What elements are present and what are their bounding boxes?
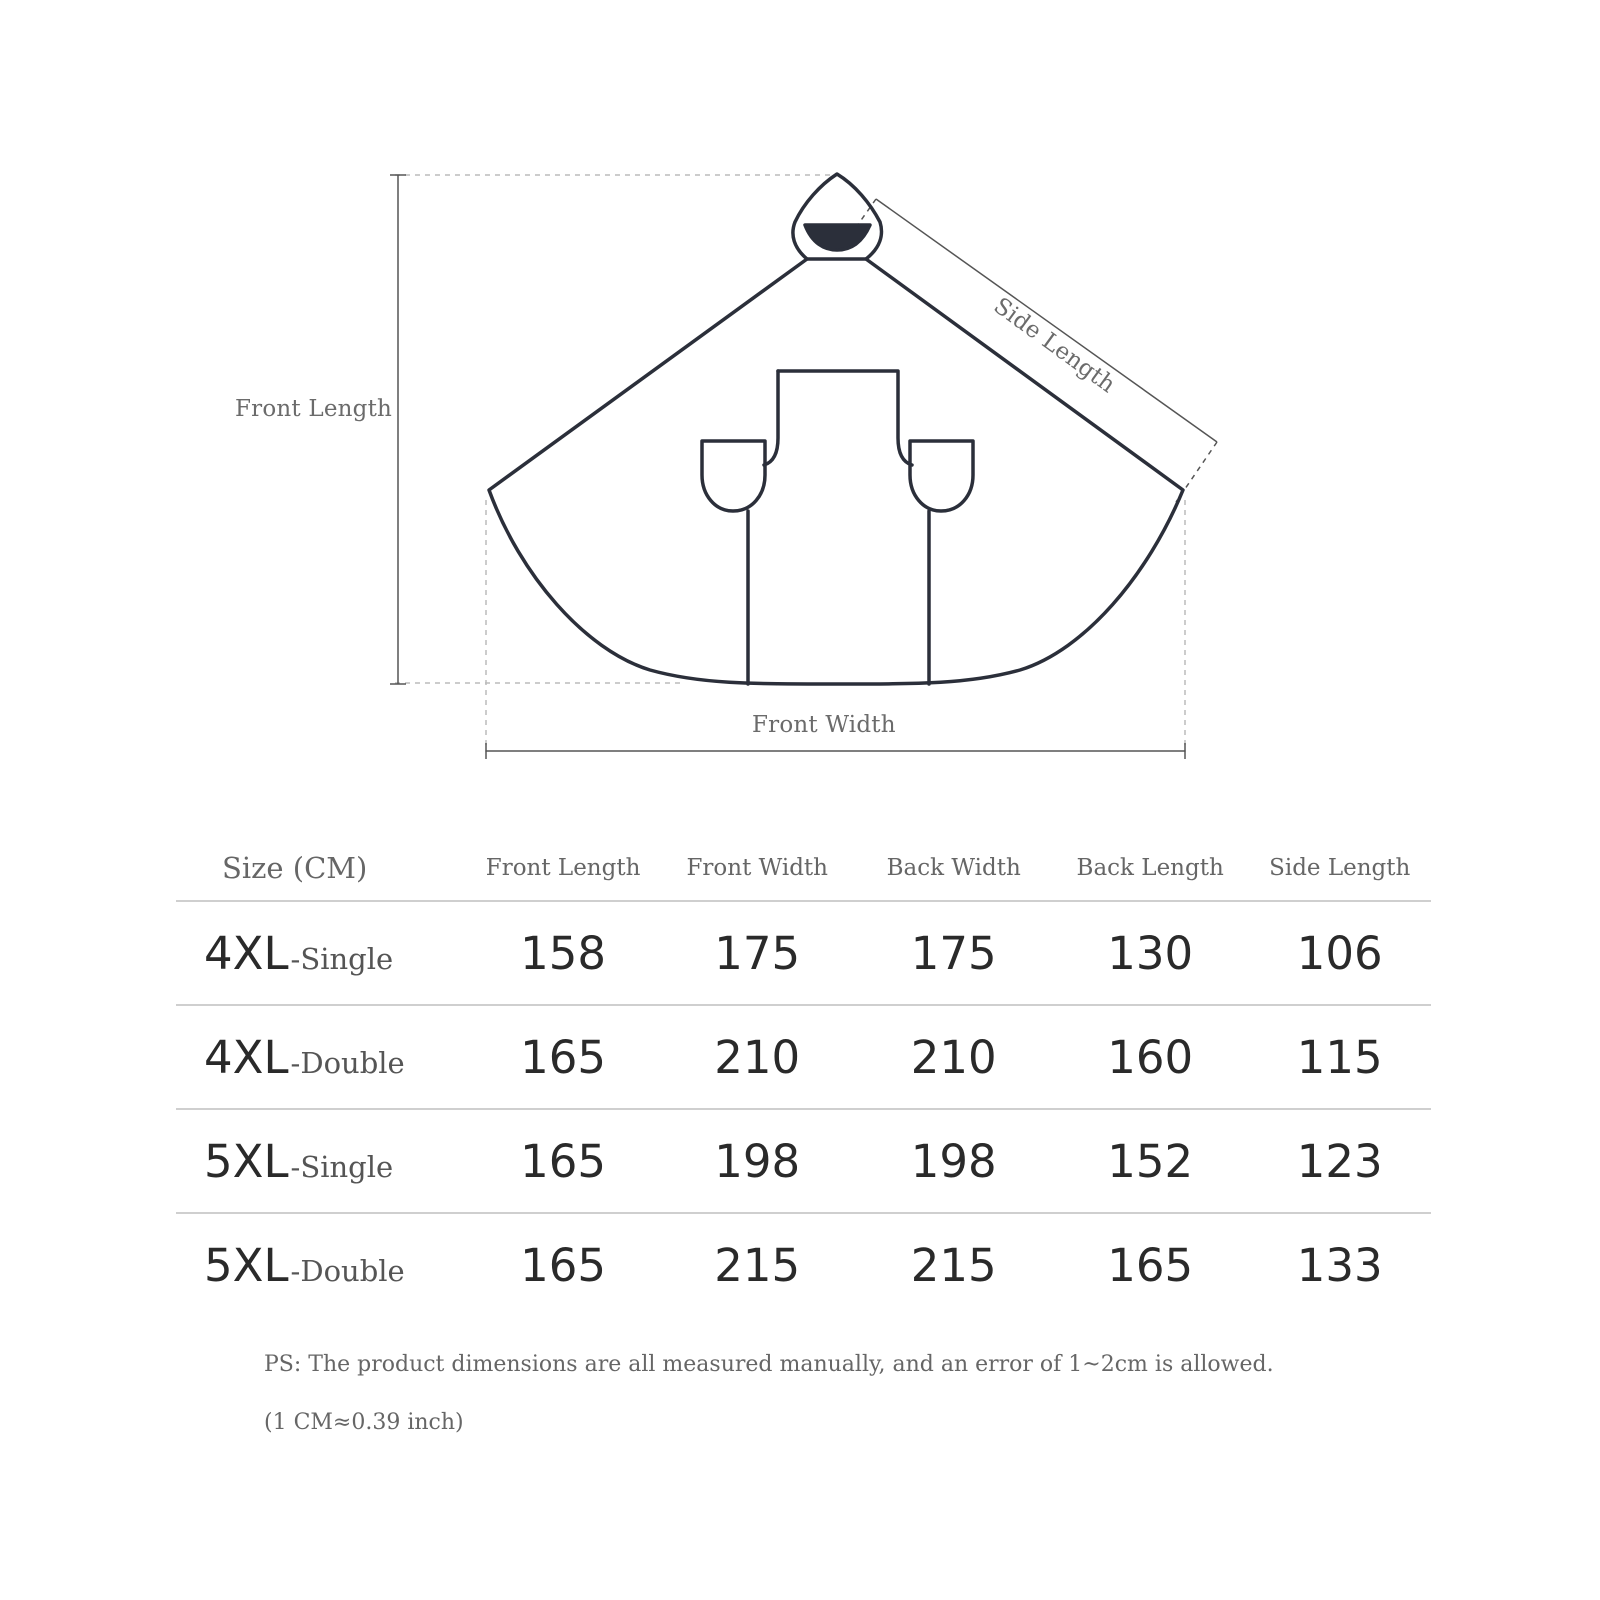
conversion-note: (1 CM≈0.39 inch)	[264, 1410, 464, 1435]
size-cell	[176, 1109, 467, 1213]
side-length-label: Side Length	[988, 293, 1121, 399]
back-width-value: 210	[855, 1005, 1051, 1109]
back-length-value: 130	[1052, 901, 1248, 1005]
back-length-value: 152	[1052, 1109, 1248, 1213]
size-variant: -Single	[290, 941, 394, 976]
size-table	[176, 836, 1431, 1316]
front-length-value: 165	[467, 1109, 659, 1213]
front-width-value: 175	[659, 901, 855, 1005]
size-variant: -Single	[290, 1149, 394, 1184]
side-length-value: 123	[1248, 1109, 1431, 1213]
header-size: Size (CM)	[176, 836, 467, 901]
measurement-note: PS: The product dimensions are all measured manually, and an error of 1~2cm is allowed.	[264, 1352, 1274, 1377]
header-back-width: Back Width	[855, 836, 1051, 901]
front-length-label: Front Length	[235, 396, 393, 422]
size-cell	[176, 1005, 467, 1109]
header-front-width: Front Width	[659, 836, 855, 901]
header-side-length: Side Length	[1248, 836, 1431, 901]
front-length-value: 158	[467, 901, 659, 1005]
header-front-length: Front Length	[467, 836, 659, 901]
back-width-value: 215	[910, 1238, 997, 1292]
front-width-value: 210	[659, 1005, 855, 1109]
back-width-value: 175	[855, 901, 1051, 1005]
table-row	[176, 1005, 1431, 1109]
front-length-value: 165	[467, 1005, 659, 1109]
front-width-dimension	[486, 743, 1185, 759]
front-length-value: 165	[520, 1238, 607, 1292]
size-code: 5XL	[204, 1238, 289, 1292]
back-width-value: 198	[855, 1109, 1051, 1213]
size-variant: -Double	[290, 1253, 405, 1288]
size-variant: -Double	[290, 1045, 405, 1080]
front-width-value: 198	[659, 1109, 855, 1213]
side-length-value: 115	[1248, 1005, 1431, 1109]
header-back-length: Back Length	[1052, 836, 1248, 901]
side-length-value: 133	[1296, 1238, 1383, 1292]
size-code: 4XL	[204, 926, 289, 980]
size-code: 4XL	[204, 1030, 289, 1084]
table-row	[176, 901, 1431, 1005]
size-cell	[176, 1213, 467, 1316]
table-row	[176, 1213, 1431, 1316]
poncho-body	[489, 174, 1183, 684]
size-code: 5XL	[204, 1134, 289, 1188]
table-header-row	[176, 836, 1431, 901]
side-length-value: 106	[1248, 901, 1431, 1005]
size-cell	[176, 901, 467, 1005]
table-row	[176, 1109, 1431, 1213]
front-length-dimension	[390, 175, 406, 684]
back-length-value: 165	[1107, 1238, 1194, 1292]
front-width-label: Front Width	[752, 712, 896, 738]
front-width-value: 215	[714, 1238, 801, 1292]
guide-lines	[395, 175, 1185, 752]
back-length-value: 160	[1052, 1005, 1248, 1109]
